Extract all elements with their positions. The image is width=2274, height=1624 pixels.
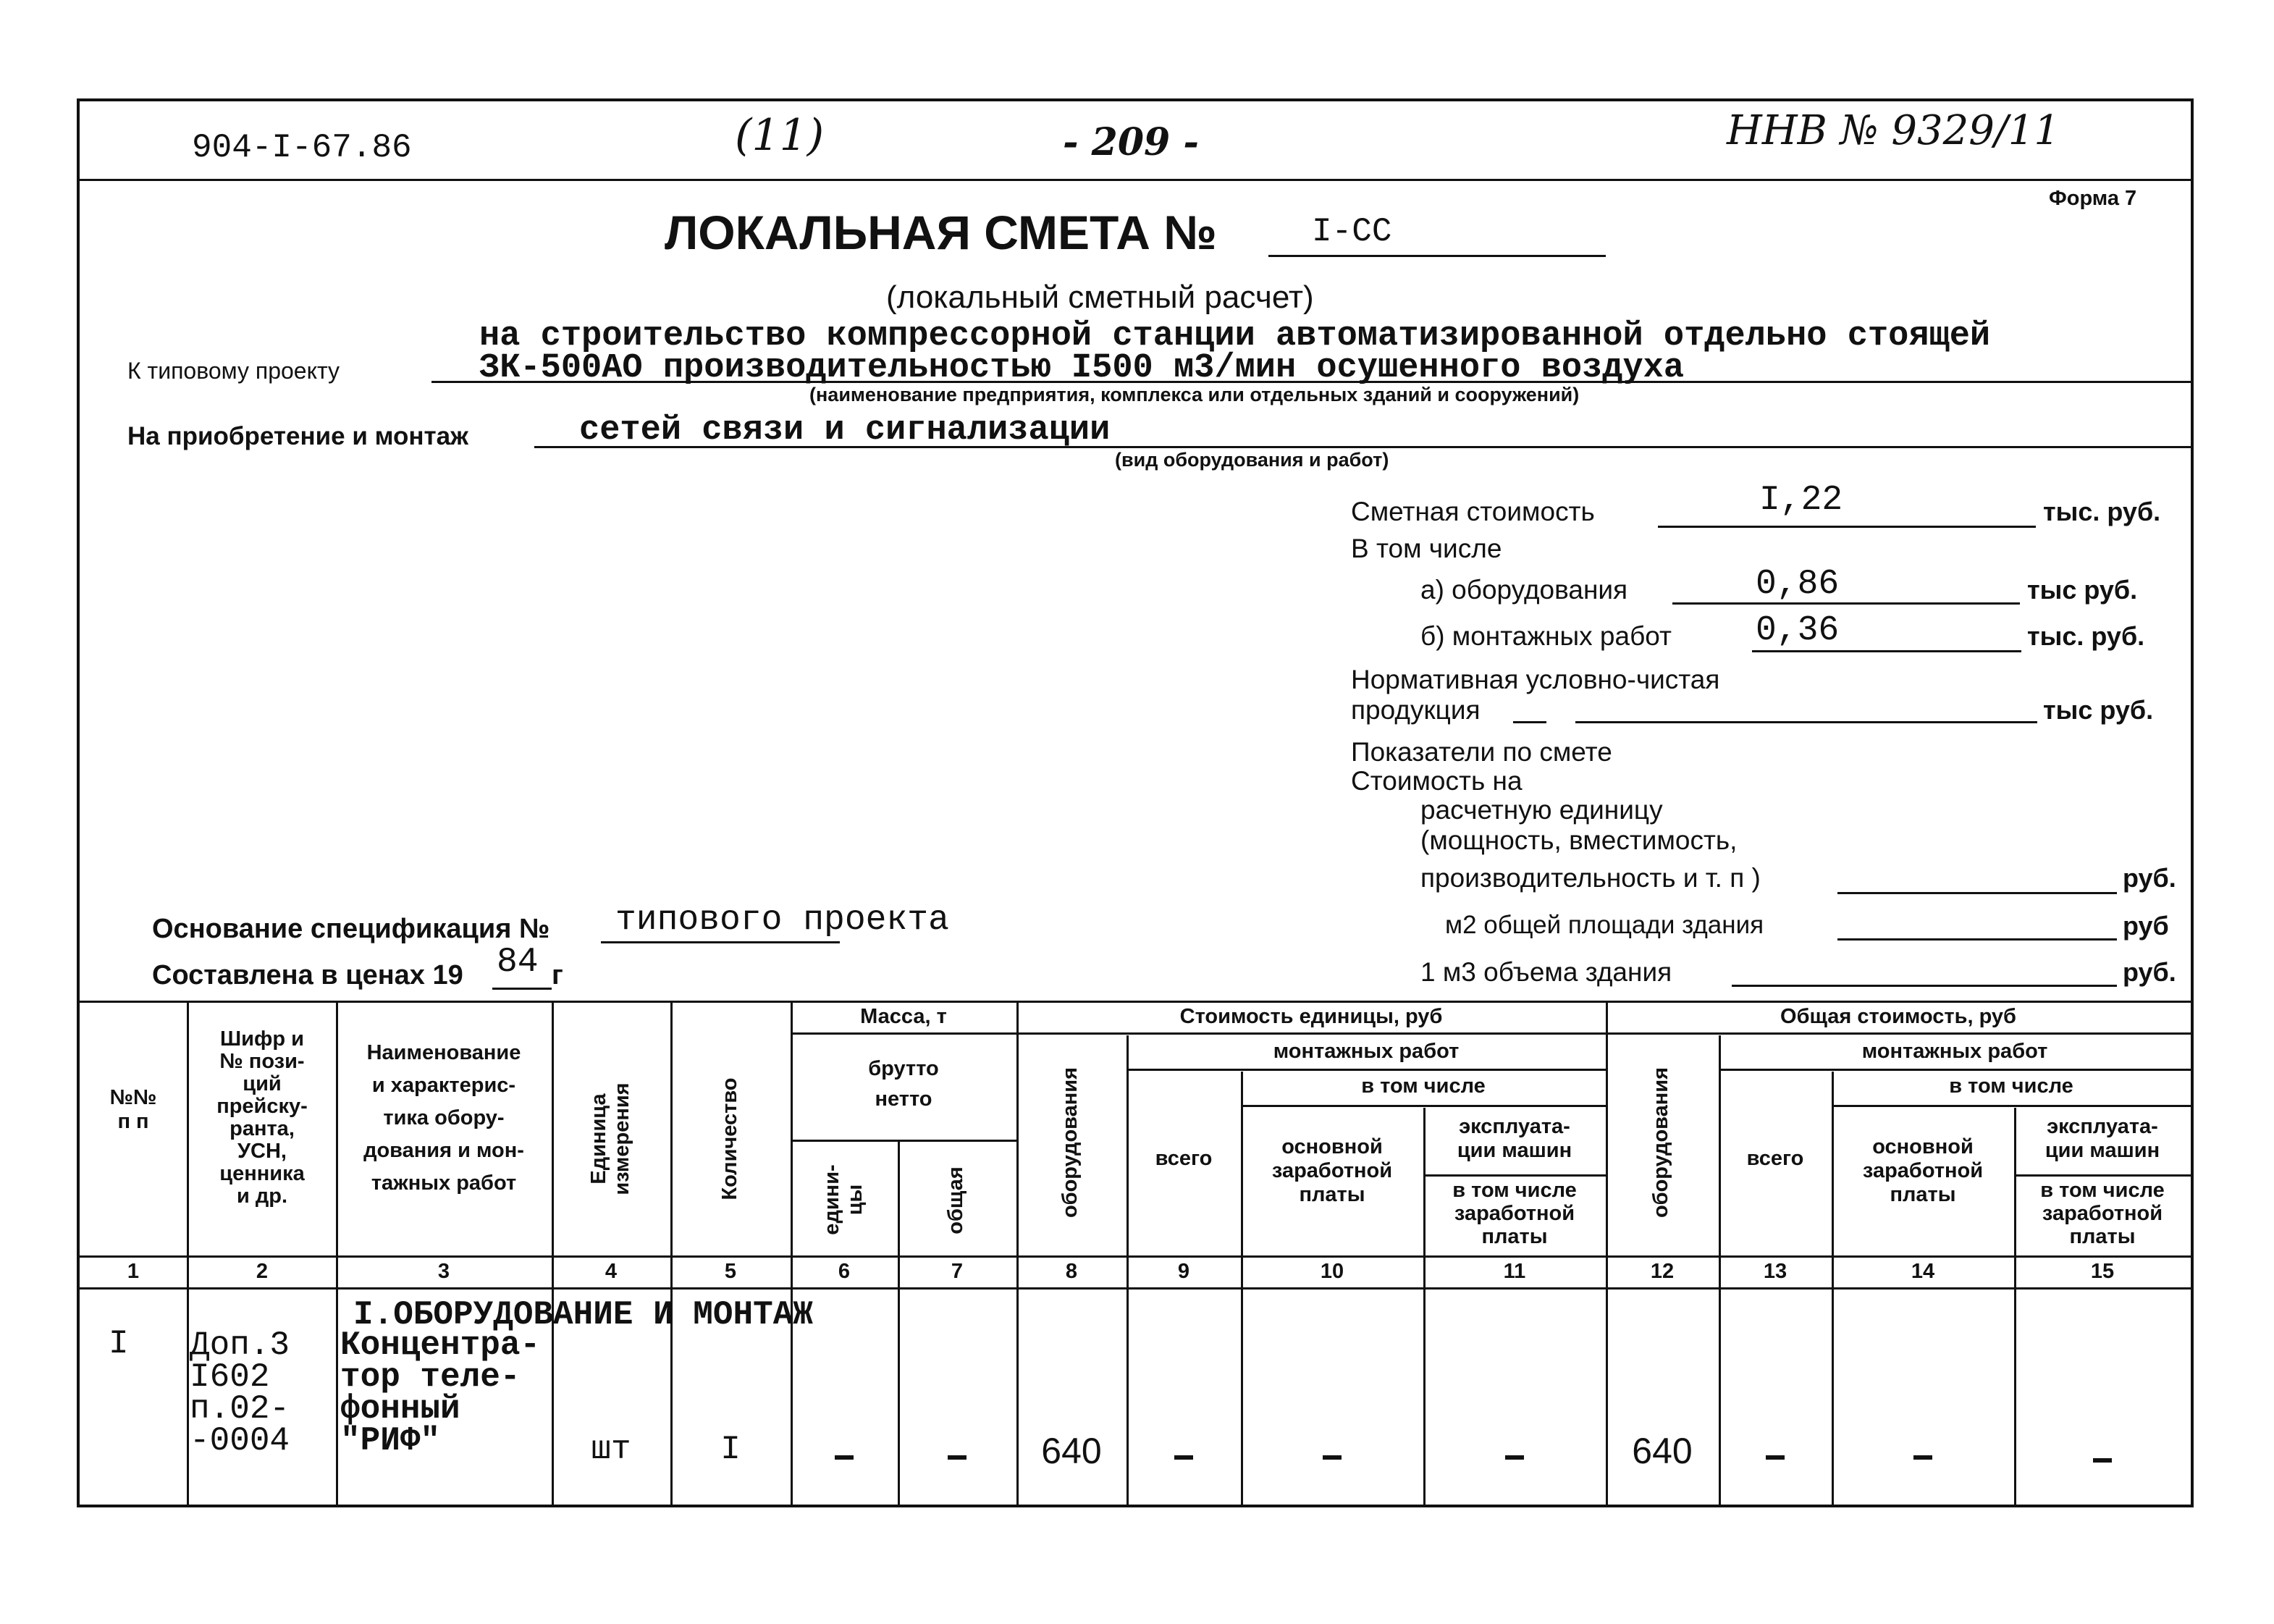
indicators-label-2: Стоимость на [1351,766,1523,796]
mount-rule [1127,1069,1606,1071]
incl-rule [1241,1105,1606,1107]
col-divider [898,1140,900,1506]
doc-code: 904-I-67.86 [192,129,412,167]
normative-label-2: продукция [1351,695,1481,725]
normative-unit: тыс руб. [2043,695,2154,725]
empty-cell-dash [1766,1455,1785,1460]
estimate-title: ЛОКАЛЬНАЯ СМЕТА № [665,206,1217,259]
including-label: В том числе [1351,534,1502,563]
indicators-label-3: расчетную единицу [1420,795,1663,825]
acquisition-caption: (вид оборудования и работ) [1115,449,1389,471]
area-field [1837,908,2117,941]
header-including: в том числе [1361,1074,1486,1098]
total-cost-label: Сметная стоимость [1351,497,1595,526]
indicators-label-4: (мощность, вместимость, [1420,825,1738,855]
col-divider [552,1001,554,1506]
normative-label-1: Нормативная условно-чистая [1351,665,1720,694]
area-unit: руб [2123,911,2169,941]
column-number: 15 [2090,1260,2115,1283]
equipment-cost-field [1672,569,2020,605]
project-line-1: на строительство компрессорной станции автоматизированной отдельно стоящей [479,317,1991,355]
column-number: 7 [951,1260,964,1283]
header-name: Наименование и характерис- тика обору- дования и мон- тажных работ [363,1041,524,1195]
row-code: Доп.3 I602 п.02- -0004 [190,1326,290,1460]
col-divider [187,1001,189,1506]
header-netto: нетто [875,1087,932,1111]
col-divider [670,1001,673,1506]
numbers-bottom-rule [80,1287,2191,1289]
total-cost-value: I,22 [1759,481,1843,520]
header-mass-total: общая [944,1166,967,1234]
basis-label: Основание спецификация № [152,914,550,944]
incl2-rule [1832,1105,2191,1107]
column-number: 2 [256,1260,269,1283]
header-bottom-rule [80,1255,2191,1258]
normative-field-b [1575,692,2037,723]
column-number: 10 [1320,1260,1344,1283]
column-number: 6 [838,1260,851,1283]
header-total-cost: Общая стоимость, руб [1780,1005,2016,1028]
empty-cell-dash [1174,1455,1193,1460]
header-base-wage-2: основной заработной платы [1862,1135,1984,1206]
header-machines-wage-2: в том числе заработной платы [2040,1179,2165,1248]
col-divider [2014,1108,2016,1506]
equipment-cost-value: 0,86 [1756,565,1840,604]
indicators-label-5: производительность и т. п ) [1420,863,1761,893]
volume-label: 1 м3 объема здания [1420,957,1672,987]
header-base-wage: основной заработной платы [1271,1135,1393,1206]
column-number: 13 [1763,1260,1787,1283]
total-cost-field [1658,492,2036,528]
header-brutto: брутто [868,1057,939,1080]
sheet-mark: (11) [735,110,825,161]
header-mounting-2: монтажных работ [1861,1040,2048,1063]
inventory-number: ННВ № 9329/11 [1727,107,2060,154]
mounting-cost-value: 0,36 [1756,611,1840,650]
row-equipment-total: 640 [1632,1431,1693,1471]
volume-unit: руб. [2123,957,2176,987]
header-total-2: всего [1746,1147,1804,1170]
acquisition-label: На приобретение и монтаж [127,422,468,450]
column-number: 8 [1065,1260,1078,1283]
header-unit: Единица измерения [587,1082,633,1195]
header-machines-wage: в том числе заработной платы [1452,1179,1577,1248]
project-caption: (наименование предприятия, комплекса или отдельных зданий и сооружений) [809,384,1580,405]
area-label: м2 общей площади здания [1445,911,1764,939]
header-total: всего [1155,1147,1213,1170]
header-qty: Количество [718,1077,741,1200]
unit-cost-rule [1016,1032,1606,1035]
prices-year: 84 [497,943,539,982]
column-number: 12 [1650,1260,1675,1283]
column-number: 11 [1503,1260,1526,1283]
column-number: 1 [127,1260,140,1283]
mass-rule [791,1032,1016,1035]
header-mass: Масса, т [860,1005,947,1028]
mounting-cost-label: б) монтажных работ [1420,621,1672,651]
row-number: I [109,1325,129,1363]
header-machines: эксплуата- ции машин [1457,1115,1572,1162]
acquisition-value: сетей связи и сигнализации [579,411,1111,450]
empty-cell-dash [2093,1458,2112,1463]
row-equipment-cost: 640 [1041,1431,1102,1471]
col-divider [1606,1001,1608,1506]
mount2-rule [1719,1069,2191,1071]
column-number: 9 [1177,1260,1190,1283]
c15-rule [2014,1174,2191,1177]
column-number: 5 [724,1260,737,1283]
header-rule [80,179,2191,181]
basis-value: типового проекта [615,901,949,940]
prices-label: Составлена в ценах 19 [152,960,463,990]
empty-cell-dash [948,1455,967,1460]
empty-cell-dash [1505,1455,1524,1460]
volume-field [1732,954,2117,987]
header-equipment-2: оборудования [1649,1066,1672,1219]
indicator-unit-field [1837,862,2117,894]
header-code: Шифр и № пози- ций прейску- ранта, УСН, ценника и др. [216,1027,308,1208]
c11-rule [1423,1174,1606,1177]
row-quantity: I [720,1431,741,1468]
empty-cell-dash [835,1455,854,1460]
mounting-cost-unit: тыс. руб. [2027,621,2145,651]
table-top-rule [80,1001,2191,1003]
row-unit: шт [591,1431,631,1468]
column-number: 14 [1911,1260,1935,1283]
column-number: 4 [605,1260,618,1283]
estimate-subtitle: (локальный сметный расчет) [886,279,1314,315]
form-label: Форма 7 [2049,187,2137,210]
col-divider [1016,1001,1019,1506]
total-cost-rule [1606,1032,2191,1035]
col-divider [1423,1108,1426,1506]
header-num: №№ п п [109,1086,157,1133]
project-line-2: ЗК-500АО производительностью I500 м3/мин осушенного воздуха [479,349,1685,387]
indicator-unit: руб. [2123,863,2176,893]
project-label: К типовому проекту [127,358,340,384]
column-number: 3 [437,1260,450,1283]
indicators-label-1: Показатели по смете [1351,737,1612,767]
page-number: - 209 - [1063,120,1199,164]
equipment-cost-label: а) оборудования [1420,575,1628,605]
prices-suffix: г [552,960,563,990]
normative-field-a [1513,692,1546,723]
estimate-number: I-СС [1312,213,1392,251]
empty-cell-dash [1323,1455,1342,1460]
header-mass-unit: едини- цы [820,1164,867,1235]
header-unit-cost: Стоимость единицы, руб [1179,1005,1443,1028]
section-title: I.ОБОРУДОВАНИЕ И МОНТАЖ [353,1296,813,1334]
equipment-cost-unit: тыс руб. [2027,575,2138,605]
empty-cell-dash [1913,1455,1932,1460]
header-machines-2: эксплуата- ции машин [2045,1115,2160,1162]
header-equipment: оборудования [1058,1066,1082,1219]
header-mounting: монтажных работ [1273,1040,1460,1063]
total-cost-unit: тыс. руб. [2043,497,2161,526]
header-including-2: в том числе [1949,1074,2073,1098]
row-name: Концентра- тор теле- фонный "РИФ" [340,1326,541,1460]
